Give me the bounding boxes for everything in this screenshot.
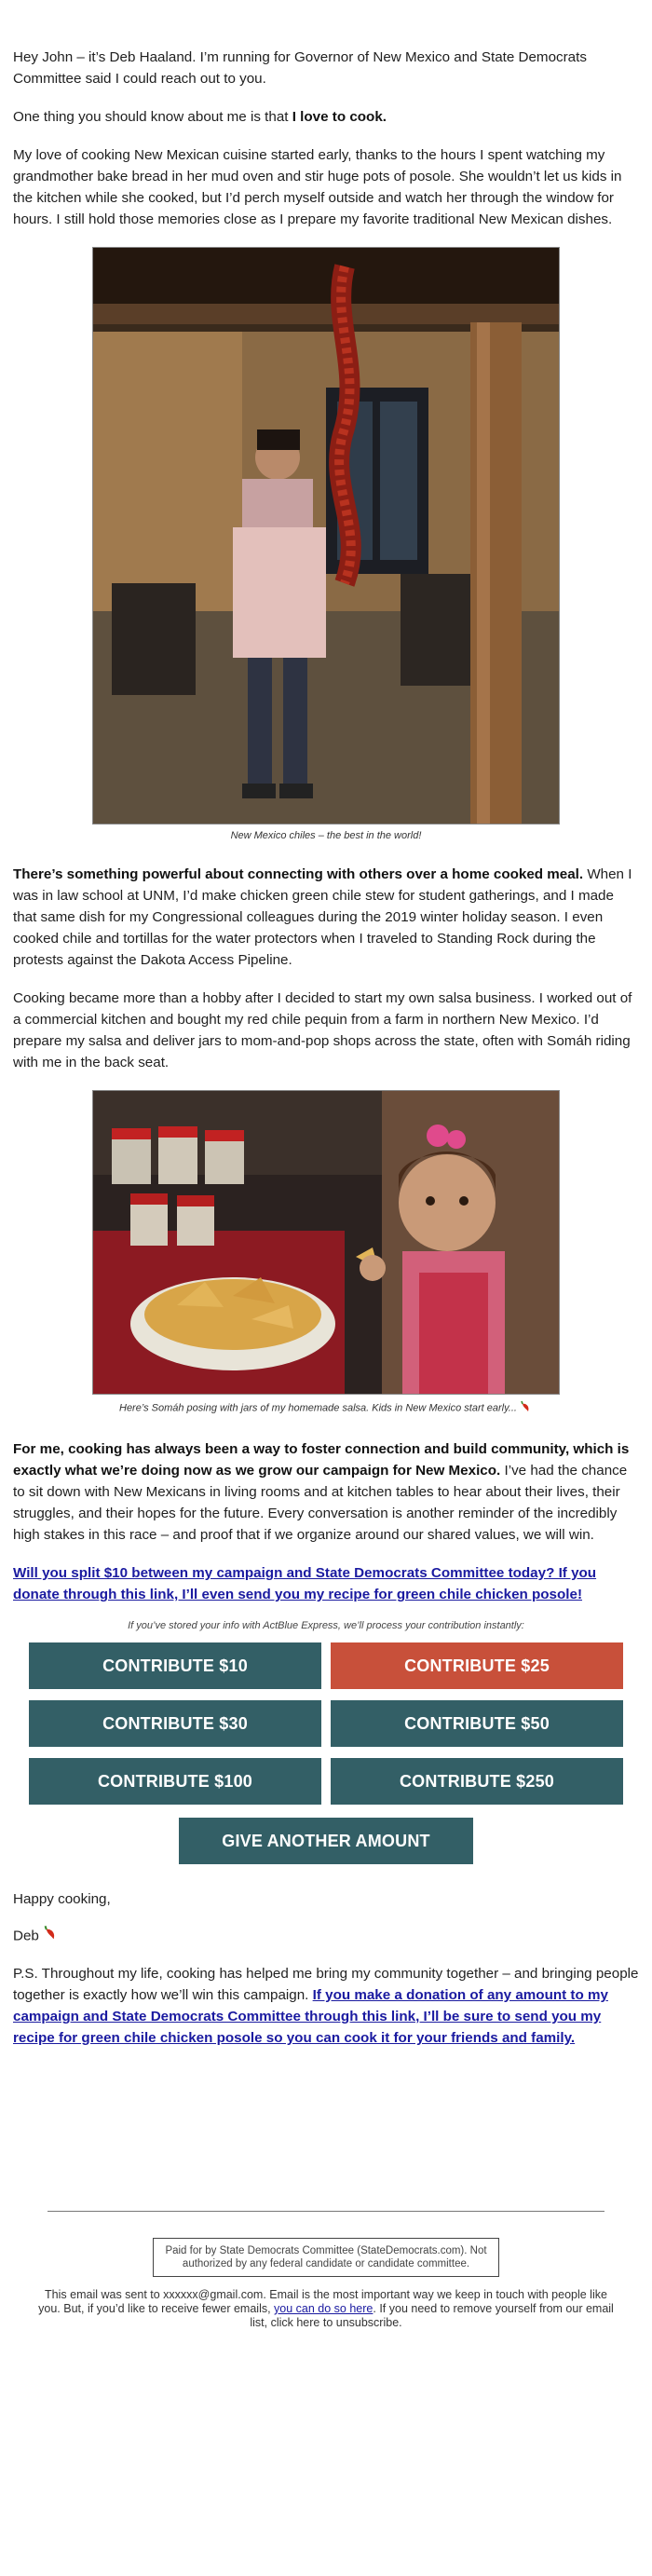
photo-1-caption: New Mexico chiles – the best in the world! xyxy=(230,830,422,841)
chili-pepper-icon xyxy=(43,1925,60,1948)
contribute-250-button[interactable]: CONTRIBUTE $250 xyxy=(331,1758,623,1805)
ps-paragraph xyxy=(13,1963,639,2049)
contribute-50-button[interactable]: CONTRIBUTE $50 xyxy=(331,1700,623,1747)
section-2-rest: When I was in law school at UNM, I’d make chicken green chile stew for student gatherings, and I made that same dish for my Congressional colleagues during the 2019 winter holiday season. I even cooked chile and tortillas for the water protectors when I traveled to Standing Rock during the protests against the Dakota Access Pipeline. xyxy=(13,866,632,968)
footer-tail: . If you need to remove yourself from our email list, click here to unsubscribe. xyxy=(250,2302,614,2329)
contribute-100-button[interactable]: CONTRIBUTE $100 xyxy=(29,1758,321,1805)
donation-ask-link[interactable]: Will you split $10 between my campaign and State Democrats Committee today? If you donate through this link, I’ll even send you my recipe for green chile chicken posole! xyxy=(13,1565,597,1602)
photo-chile-ristra xyxy=(92,247,560,825)
email-footer xyxy=(37,2288,615,2330)
photo-2-caption xyxy=(13,1400,639,1416)
footer-lead: This email was sent to xxxxxx@gmail.com. Email is the most important way we keep in touch with people like you. But, if you’d like to receive fewer emails, xyxy=(38,2288,607,2315)
paid-for-box: Paid for by State Democrats Committee (StateDemocrats.com). Not authorized by any federal candidate or candidate committee. xyxy=(153,2238,499,2277)
intro-paragraph-1: Hey John – it’s Deb Haaland. I’m running for Governor of New Mexico and State Democrats Committee said I could reach out to you. xyxy=(13,49,587,87)
contribute-10-button[interactable]: CONTRIBUTE $10 xyxy=(29,1642,321,1689)
contribute-30-button[interactable]: CONTRIBUTE $30 xyxy=(29,1700,321,1747)
salsa-photo-illustration xyxy=(93,1091,559,1394)
fewer-emails-link[interactable]: you can do so here xyxy=(274,2302,374,2315)
actblue-note: If you’ve stored your info with ActBlue Express, we’ll process your contribution instantly: xyxy=(128,1620,524,1631)
intro-paragraph-3: My love of cooking New Mexican cuisine started early, thanks to the hours I spent watching my grandmother bake bread in her mud oven and stir huge pots of posole. She wouldn’t let us kids in the kitchen while she cooked, but I’d perch myself outside and watch her through the window for hours. I still hold those memories close as I prepare my favorite traditional New Mexican dishes. xyxy=(13,147,622,227)
contribute-button-grid xyxy=(29,1642,623,1805)
ps-lead: P.S. Throughout my life, cooking has helped me bring my community together – and bringing people together is exactly how we’ll win this campaign. xyxy=(13,1966,639,2003)
photo-2-caption-text: Here’s Somáh posing with jars of my homemade salsa. Kids in New Mexico start early... xyxy=(119,1402,517,1414)
ps-donation-link[interactable]: If you make a donation of any amount to my campaign and State Democrats Committee through this link, I’ll be sure to send you my recipe for green chile chicken posole so you can cook it for your friends and family. xyxy=(13,1987,608,2046)
section-3-paragraph xyxy=(13,1438,639,1546)
intro-bold: I love to cook. xyxy=(292,109,387,125)
intro-lead: One thing you should know about me is that xyxy=(13,109,292,125)
photo-somah-salsa xyxy=(92,1090,560,1395)
footer-divider xyxy=(48,2211,604,2212)
give-another-amount-button[interactable]: GIVE ANOTHER AMOUNT xyxy=(179,1818,473,1864)
signature xyxy=(13,1925,639,1948)
signature-name: Deb xyxy=(13,1928,39,1944)
chili-pepper-icon xyxy=(520,1400,533,1416)
ristra-photo-illustration xyxy=(93,248,559,824)
section-2-paragraph-2: Cooking became more than a hobby after I decided to start my own salsa business. I worked out of a commercial kitchen and bought my red chile pequin from a farm in northern New Mexico. I’d prepare my salsa and deliver jars to mom-and-pop shops across the state, often with Somáh riding with me in the back seat. xyxy=(13,990,632,1070)
intro-paragraph-2 xyxy=(13,106,639,128)
section-3-rest: I’ve had the chance to sit down with New Mexicans in living rooms and at kitchen tables to hear about their lives, their struggles, and their hopes for the future. Every conversation is another reminder of the incredibly high stakes in this race – and proof that if we organize around our shared values, we will win. xyxy=(13,1463,628,1543)
email-body xyxy=(13,0,639,2330)
contribute-25-button[interactable]: CONTRIBUTE $25 xyxy=(331,1642,623,1689)
section-2-bold: There’s something powerful about connecting with others over a home cooked meal. xyxy=(13,866,584,882)
section-3-bold: For me, cooking has always been a way to foster connection and build community, which is exactly what we’re doing now as we grow our campaign for New Mexico. xyxy=(13,1441,630,1479)
section-2-paragraph-1 xyxy=(13,864,639,971)
donation-ask xyxy=(13,1562,639,1605)
signoff-line: Happy cooking, xyxy=(13,1891,111,1907)
